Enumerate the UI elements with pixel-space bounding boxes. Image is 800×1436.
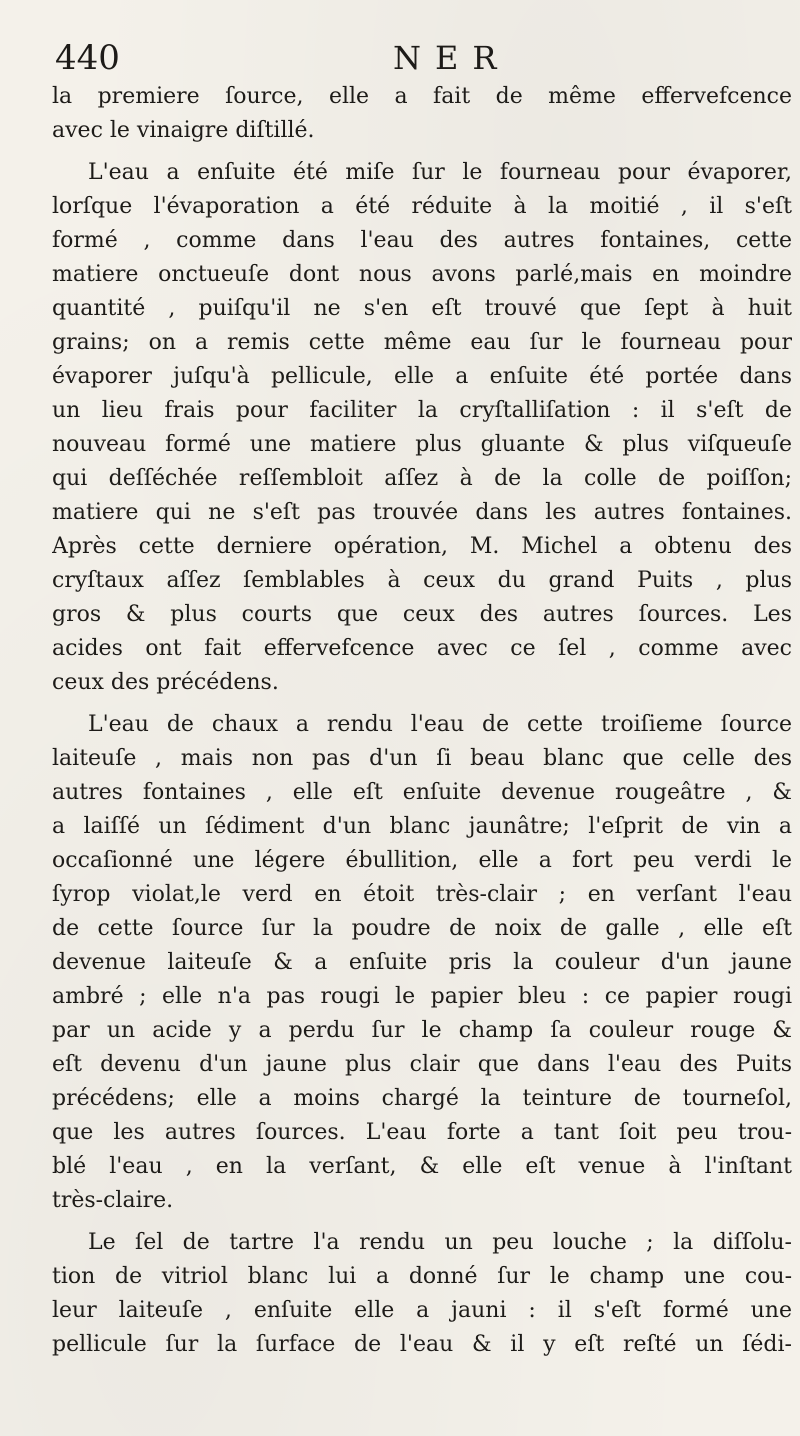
- text-line: grains; on a remis cette même eau ſur le fourneau pour: [52, 330, 792, 355]
- text-line: ambré ; elle n'a pas rougi le papier bleu : ce papier rougi: [52, 984, 792, 1009]
- text-line: la premiere ſource, elle a fait de même effervefcence: [52, 84, 792, 109]
- text-line: un lieu frais pour faciliter la cryſtalliſation : il s'eſt de: [52, 398, 792, 423]
- text-line: cryſtaux aſſez ſemblables à ceux du grand Puits , plus: [52, 568, 792, 593]
- text-line: a laiſſé un ſédiment d'un blanc jaunâtre; l'eſprit de vin a: [52, 814, 792, 839]
- text-line: matiere onctueuſe dont nous avons parlé,mais en moindre: [52, 262, 792, 287]
- text-line: précédens; elle a moins chargé la teinture de tourneſol,: [52, 1086, 792, 1111]
- text-line: acides ont fait effervefcence avec ce ſel , comme avec: [52, 636, 792, 661]
- text-line: évaporer juſqu'à pellicule, elle a enſuite été portée dans: [52, 364, 792, 389]
- text-line: L'eau de chaux a rendu l'eau de cette troiſieme ſource: [88, 712, 792, 737]
- text-line: quantité , puiſqu'il ne s'en eſt trouvé que ſept à huit: [52, 296, 792, 321]
- body-text: [52, 80, 792, 1370]
- text-line: Après cette derniere opération, M. Michel a obtenu des: [52, 534, 792, 559]
- text-line: devenue laiteuſe & a enſuite pris la couleur d'un jaune: [52, 950, 792, 975]
- paragraph: [52, 156, 792, 700]
- text-line: ceux des précédens.: [52, 670, 279, 695]
- text-line: nouveau formé une matiere plus gluante & plus viſqueuſe: [52, 432, 792, 457]
- text-line: autres fontaines , elle eſt enſuite devenue rougeâtre , &: [52, 780, 792, 805]
- running-head: NER: [393, 39, 511, 77]
- text-line: blé l'eau , en la verſant, & elle eſt venue à l'inſtant: [52, 1154, 792, 1179]
- text-line: Le ſel de tartre l'a rendu un peu louche ; la diſſolu-: [88, 1230, 792, 1255]
- text-line: qui deſſéchée reſſembloit aſſez à de la colle de poiſſon;: [52, 466, 792, 491]
- paragraph: [52, 80, 792, 148]
- text-line: laiteuſe , mais non pas d'un ſi beau blanc que celle des: [52, 746, 792, 771]
- text-line: pellicule ſur la ſurface de l'eau & il y eſt reſté un ſédi-: [52, 1332, 792, 1357]
- text-line: occaſionné une légere ébullition, elle a fort peu verdi le: [52, 848, 792, 873]
- text-line: ſyrop violat,le verd en étoit très-clair ; en verſant l'eau: [52, 882, 792, 907]
- text-line: gros & plus courts que ceux des autres ſources. Les: [52, 602, 792, 627]
- text-line: L'eau a enſuite été miſe ſur le fourneau pour évaporer,: [88, 160, 792, 185]
- text-line: par un acide y a perdu ſur le champ ſa couleur rouge &: [52, 1018, 792, 1043]
- text-line: formé , comme dans l'eau des autres fontaines, cette: [52, 228, 792, 253]
- text-line: avec le vinaigre diſtillé.: [52, 118, 315, 143]
- text-line: tion de vitriol blanc lui a donné ſur le champ une cou-: [52, 1264, 792, 1289]
- text-line: de cette ſource ſur la poudre de noix de galle , elle eſt: [52, 916, 792, 941]
- text-line: leur laiteuſe , enſuite elle a jauni : il s'eſt formé une: [52, 1298, 792, 1323]
- page-header: [55, 36, 785, 80]
- paragraph: [52, 1226, 792, 1362]
- text-line: lorſque l'évaporation a été réduite à la moitié , il s'eſt: [52, 194, 792, 219]
- paragraph: [52, 708, 792, 1218]
- text-line: eſt devenu d'un jaune plus clair que dans l'eau des Puits: [52, 1052, 792, 1077]
- text-line: matiere qui ne s'eſt pas trouvée dans les autres fontaines.: [52, 500, 792, 525]
- page-number: 440: [55, 38, 120, 78]
- text-line: très-claire.: [52, 1188, 174, 1213]
- text-line: que les autres ſources. L'eau forte a tant ſoit peu trou-: [52, 1120, 792, 1145]
